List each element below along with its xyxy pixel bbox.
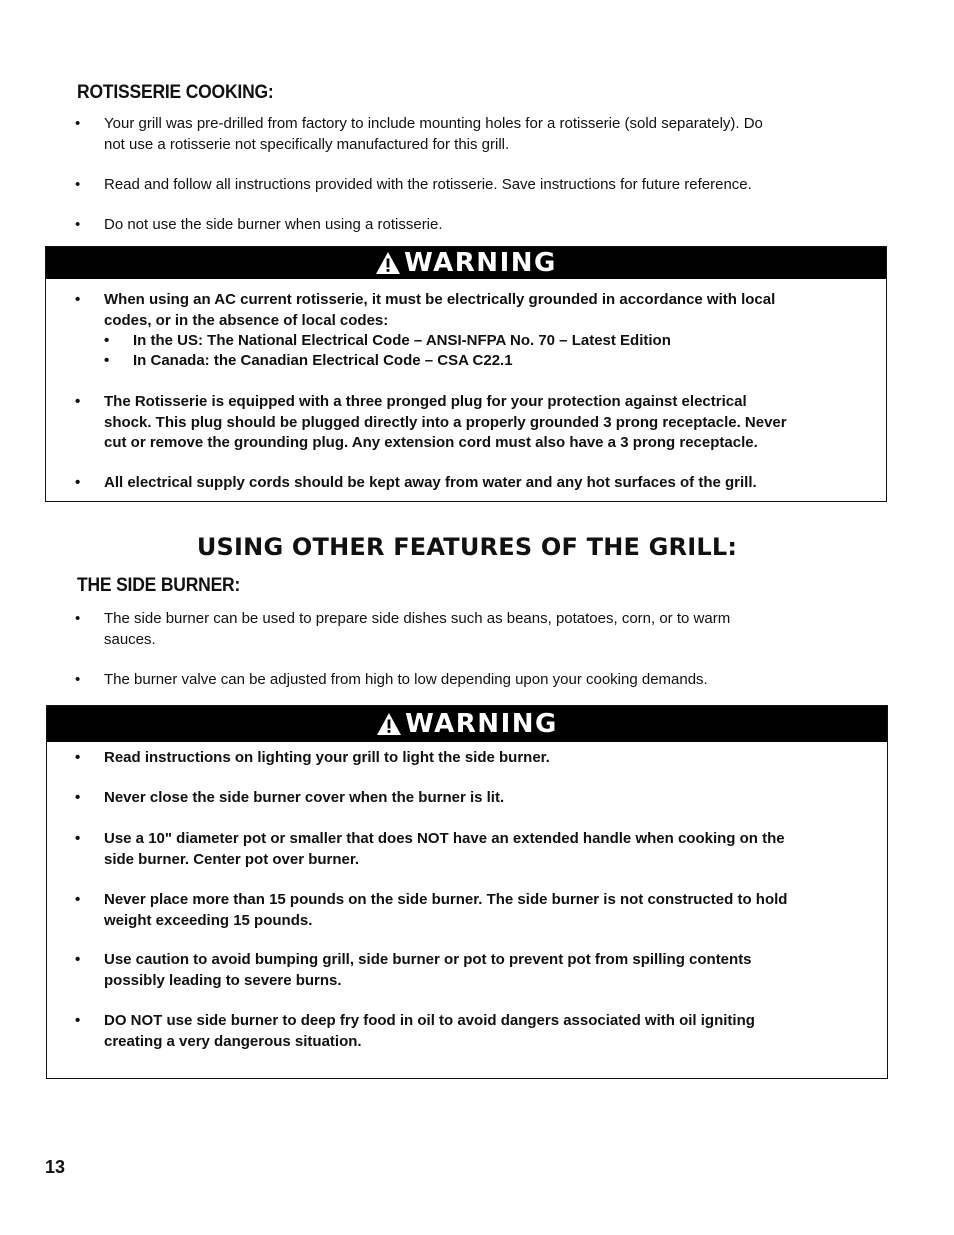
warning-triangle-icon [375,251,401,275]
list-item-text: DO NOT use side burner to deep fry food in oil to avoid dangers associated with oil igniting [104,1012,755,1029]
warning-box-rotisserie [45,246,887,502]
bullet: • [104,352,110,369]
list-item-text: The side burner can be used to prepare side dishes such as beans, potatoes, corn, or to warm [104,610,731,627]
list-item-text: In the US: The National Electrical Code – ANSI-NFPA No. 70 – Latest Edition [133,332,671,349]
warning-title [376,706,558,742]
section-title: USING OTHER FEATURES OF THE GRILL: [196,533,738,561]
list-item-text: Read instructions on lighting your grill to light the side burner. [104,749,550,766]
list-item-text: codes, or in the absence of local codes: [104,311,389,329]
list-item [75,609,875,651]
list-item-text: Use a 10" diameter pot or smaller that does NOT have an extended handle when cooking on the [104,830,785,847]
bullet: • [75,830,81,847]
list-item-text: not use a rotisserie not specifically manufactured for this grill. [104,135,510,153]
list-item-text: Do not use the side burner when using a rotisserie. [104,216,443,233]
list-item-text: possibly leading to severe burns. [104,971,342,989]
warning-title-text: WARNING [405,709,558,739]
bullet: • [75,393,81,410]
warning-title-text: WARNING [404,248,557,278]
bullet: • [75,610,81,627]
list-item-text: shock. This plug should be plugged directly into a properly grounded 3 prong receptacle. Never [104,413,787,431]
bullet: • [75,1012,81,1029]
list-item-text: cut or remove the grounding plug. Any extension cord must also have a 3 prong receptacle. [104,434,758,451]
list-item-text: In Canada: the Canadian Electrical Code – CSA C22.1 [133,352,513,369]
list-item [75,114,875,156]
rotisserie-heading: ROTISSERIE COOKING: [77,82,274,103]
list-item-text: Use caution to avoid bumping grill, side burner or pot to prevent pot from spilling contents [104,951,752,968]
bullet: • [75,216,81,233]
bullet: • [75,951,81,968]
list-item-text: The Rotisserie is equipped with a three pronged plug for your protection against electrical [104,393,747,410]
warning-title [375,247,557,279]
page-number: 13 [45,1157,66,1177]
list-item [75,175,875,197]
list-item-text: weight exceeding 15 pounds. [104,911,313,929]
list-item-text: All electrical supply cords should be kept away from water and any hot surfaces of the grill. [104,474,757,491]
list-item-text: Read and follow all instructions provided with the rotisserie. Save instructions for future reference. [104,176,752,193]
bullet: • [75,671,81,688]
list-item-text: Your grill was pre-drilled from factory to include mounting holes for a rotisserie (sold separately). Do [104,115,763,132]
warning-bar [46,247,886,279]
bullet: • [75,789,81,806]
list-item-text: sauces. [104,630,156,648]
warning-bar [47,706,887,742]
bullet: • [75,291,81,308]
warning-triangle-icon [376,712,402,736]
bullet: • [75,176,81,193]
bullet: • [75,115,81,132]
bullet: • [75,891,81,908]
list-item [75,215,875,237]
side-burner-heading: THE SIDE BURNER: [77,575,241,596]
bullet: • [75,474,81,491]
list-item-text: When using an AC current rotisserie, it must be electrically grounded in accordance with local [104,291,776,308]
list-item [75,670,875,692]
warning-box-side-burner [46,705,888,1079]
list-item-text: creating a very dangerous situation. [104,1032,362,1050]
bullet: • [75,749,81,766]
list-item-text: The burner valve can be adjusted from high to low depending upon your cooking demands. [104,671,708,688]
list-item-text: Never close the side burner cover when the burner is lit. [104,789,505,806]
list-item-text: Never place more than 15 pounds on the side burner. The side burner is not constructed to hold [104,891,788,908]
list-item-text: side burner. Center pot over burner. [104,850,360,868]
bullet: • [104,332,110,349]
